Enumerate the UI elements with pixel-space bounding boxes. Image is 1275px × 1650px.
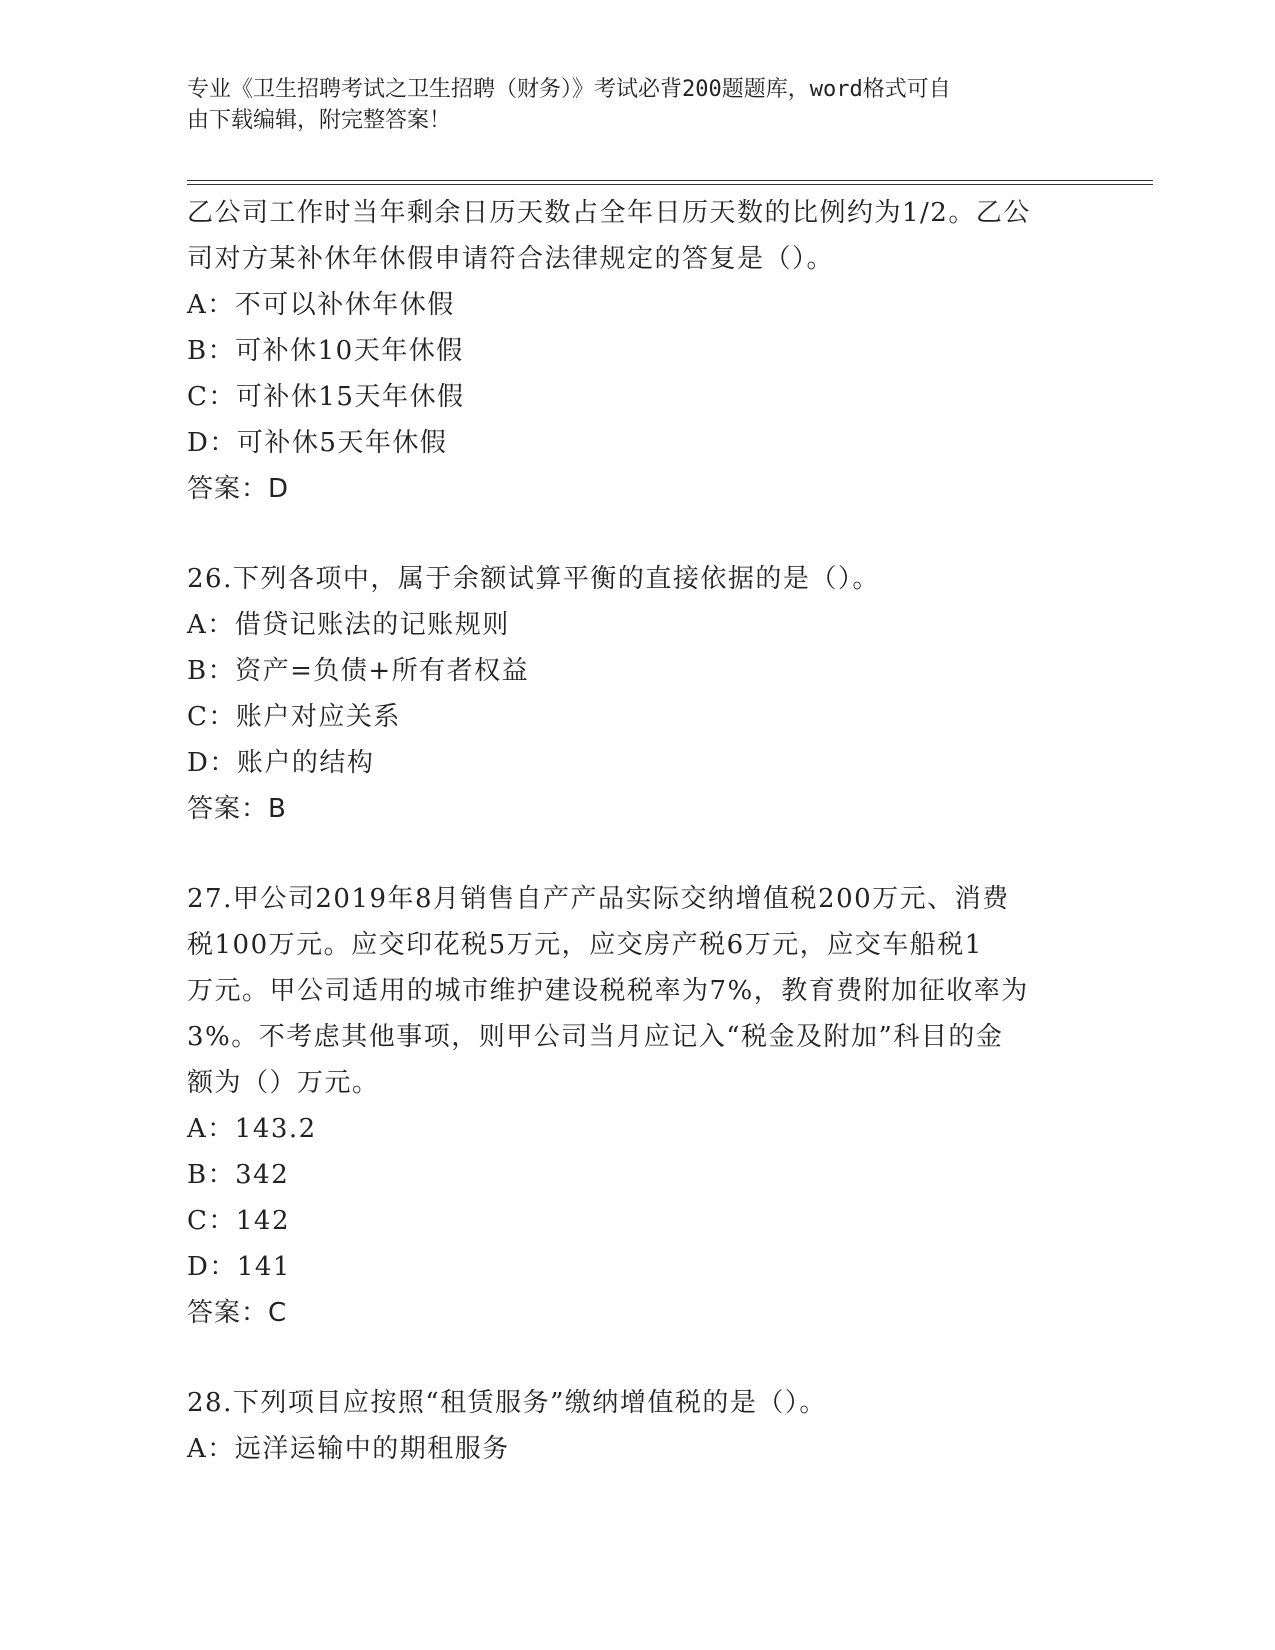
option-d: D：141	[187, 1252, 291, 1282]
answer-line: 答案：C	[187, 1298, 288, 1328]
question-27	[187, 876, 1087, 1336]
question-stem-line: 税100万元。应交印花税5万元，应交房产税6万元，应交车船税1	[187, 930, 983, 960]
header-rule-top	[187, 180, 1153, 181]
question-stem-line: 3%。不考虑其他事项，则甲公司当月应记入“税金及附加”科目的金	[187, 1022, 1004, 1052]
document-body	[187, 190, 1087, 1472]
header-line-1: 专业《卫生招聘考试之卫生招聘（财务）》考试必背200题题库，word格式可自	[187, 77, 951, 102]
option-a: A：143.2	[187, 1114, 317, 1144]
answer-line: 答案：D	[187, 474, 290, 504]
option-a: A：借贷记账法的记账规则	[187, 610, 510, 640]
option-b: B：可补休10天年休假	[187, 336, 464, 366]
document-header	[187, 74, 1077, 136]
option-b: B：342	[187, 1160, 290, 1190]
question-stem-line: 27.甲公司2019年8月销售自产产品实际交纳增值税200万元、消费	[187, 884, 1010, 914]
option-d: D：账户的结构	[187, 748, 375, 778]
option-d: D：可补休5天年休假	[187, 428, 448, 458]
question-stem-line: 额为（）万元。	[187, 1068, 380, 1098]
question-gap	[187, 512, 1087, 556]
question-stem-line: 司对方某补休年休假申请符合法律规定的答复是（）。	[187, 244, 835, 274]
question-stem-line: 乙公司工作时当年剩余日历天数占全年日历天数的比例约为1/2。乙公	[187, 198, 1031, 228]
question-stem-line: 28.下列项目应按照“租赁服务”缴纳增值税的是（）。	[187, 1388, 827, 1418]
option-a: A：远洋运输中的期租服务	[187, 1434, 510, 1464]
question-28	[187, 1380, 1087, 1472]
question-gap	[187, 1336, 1087, 1380]
option-c: C：可补休15天年休假	[187, 382, 465, 412]
question-26	[187, 556, 1087, 832]
option-c: C：142	[187, 1206, 291, 1236]
option-b: B：资产=负债+所有者权益	[187, 656, 530, 686]
question-stem-line: 26.下列各项中，属于余额试算平衡的直接依据的是（）。	[187, 564, 880, 594]
question-gap	[187, 832, 1087, 876]
option-c: C：账户对应关系	[187, 702, 401, 732]
question-stem-line: 万元。甲公司适用的城市维护建设税税率为7%，教育费附加征收率为	[187, 976, 1029, 1006]
answer-line: 答案：B	[187, 794, 287, 824]
option-a: A：不可以补休年休假	[187, 290, 455, 320]
question-25	[187, 190, 1087, 512]
header-line-2: 由下载编辑，附完整答案！	[187, 108, 452, 133]
header-rule-bottom	[187, 184, 1153, 185]
